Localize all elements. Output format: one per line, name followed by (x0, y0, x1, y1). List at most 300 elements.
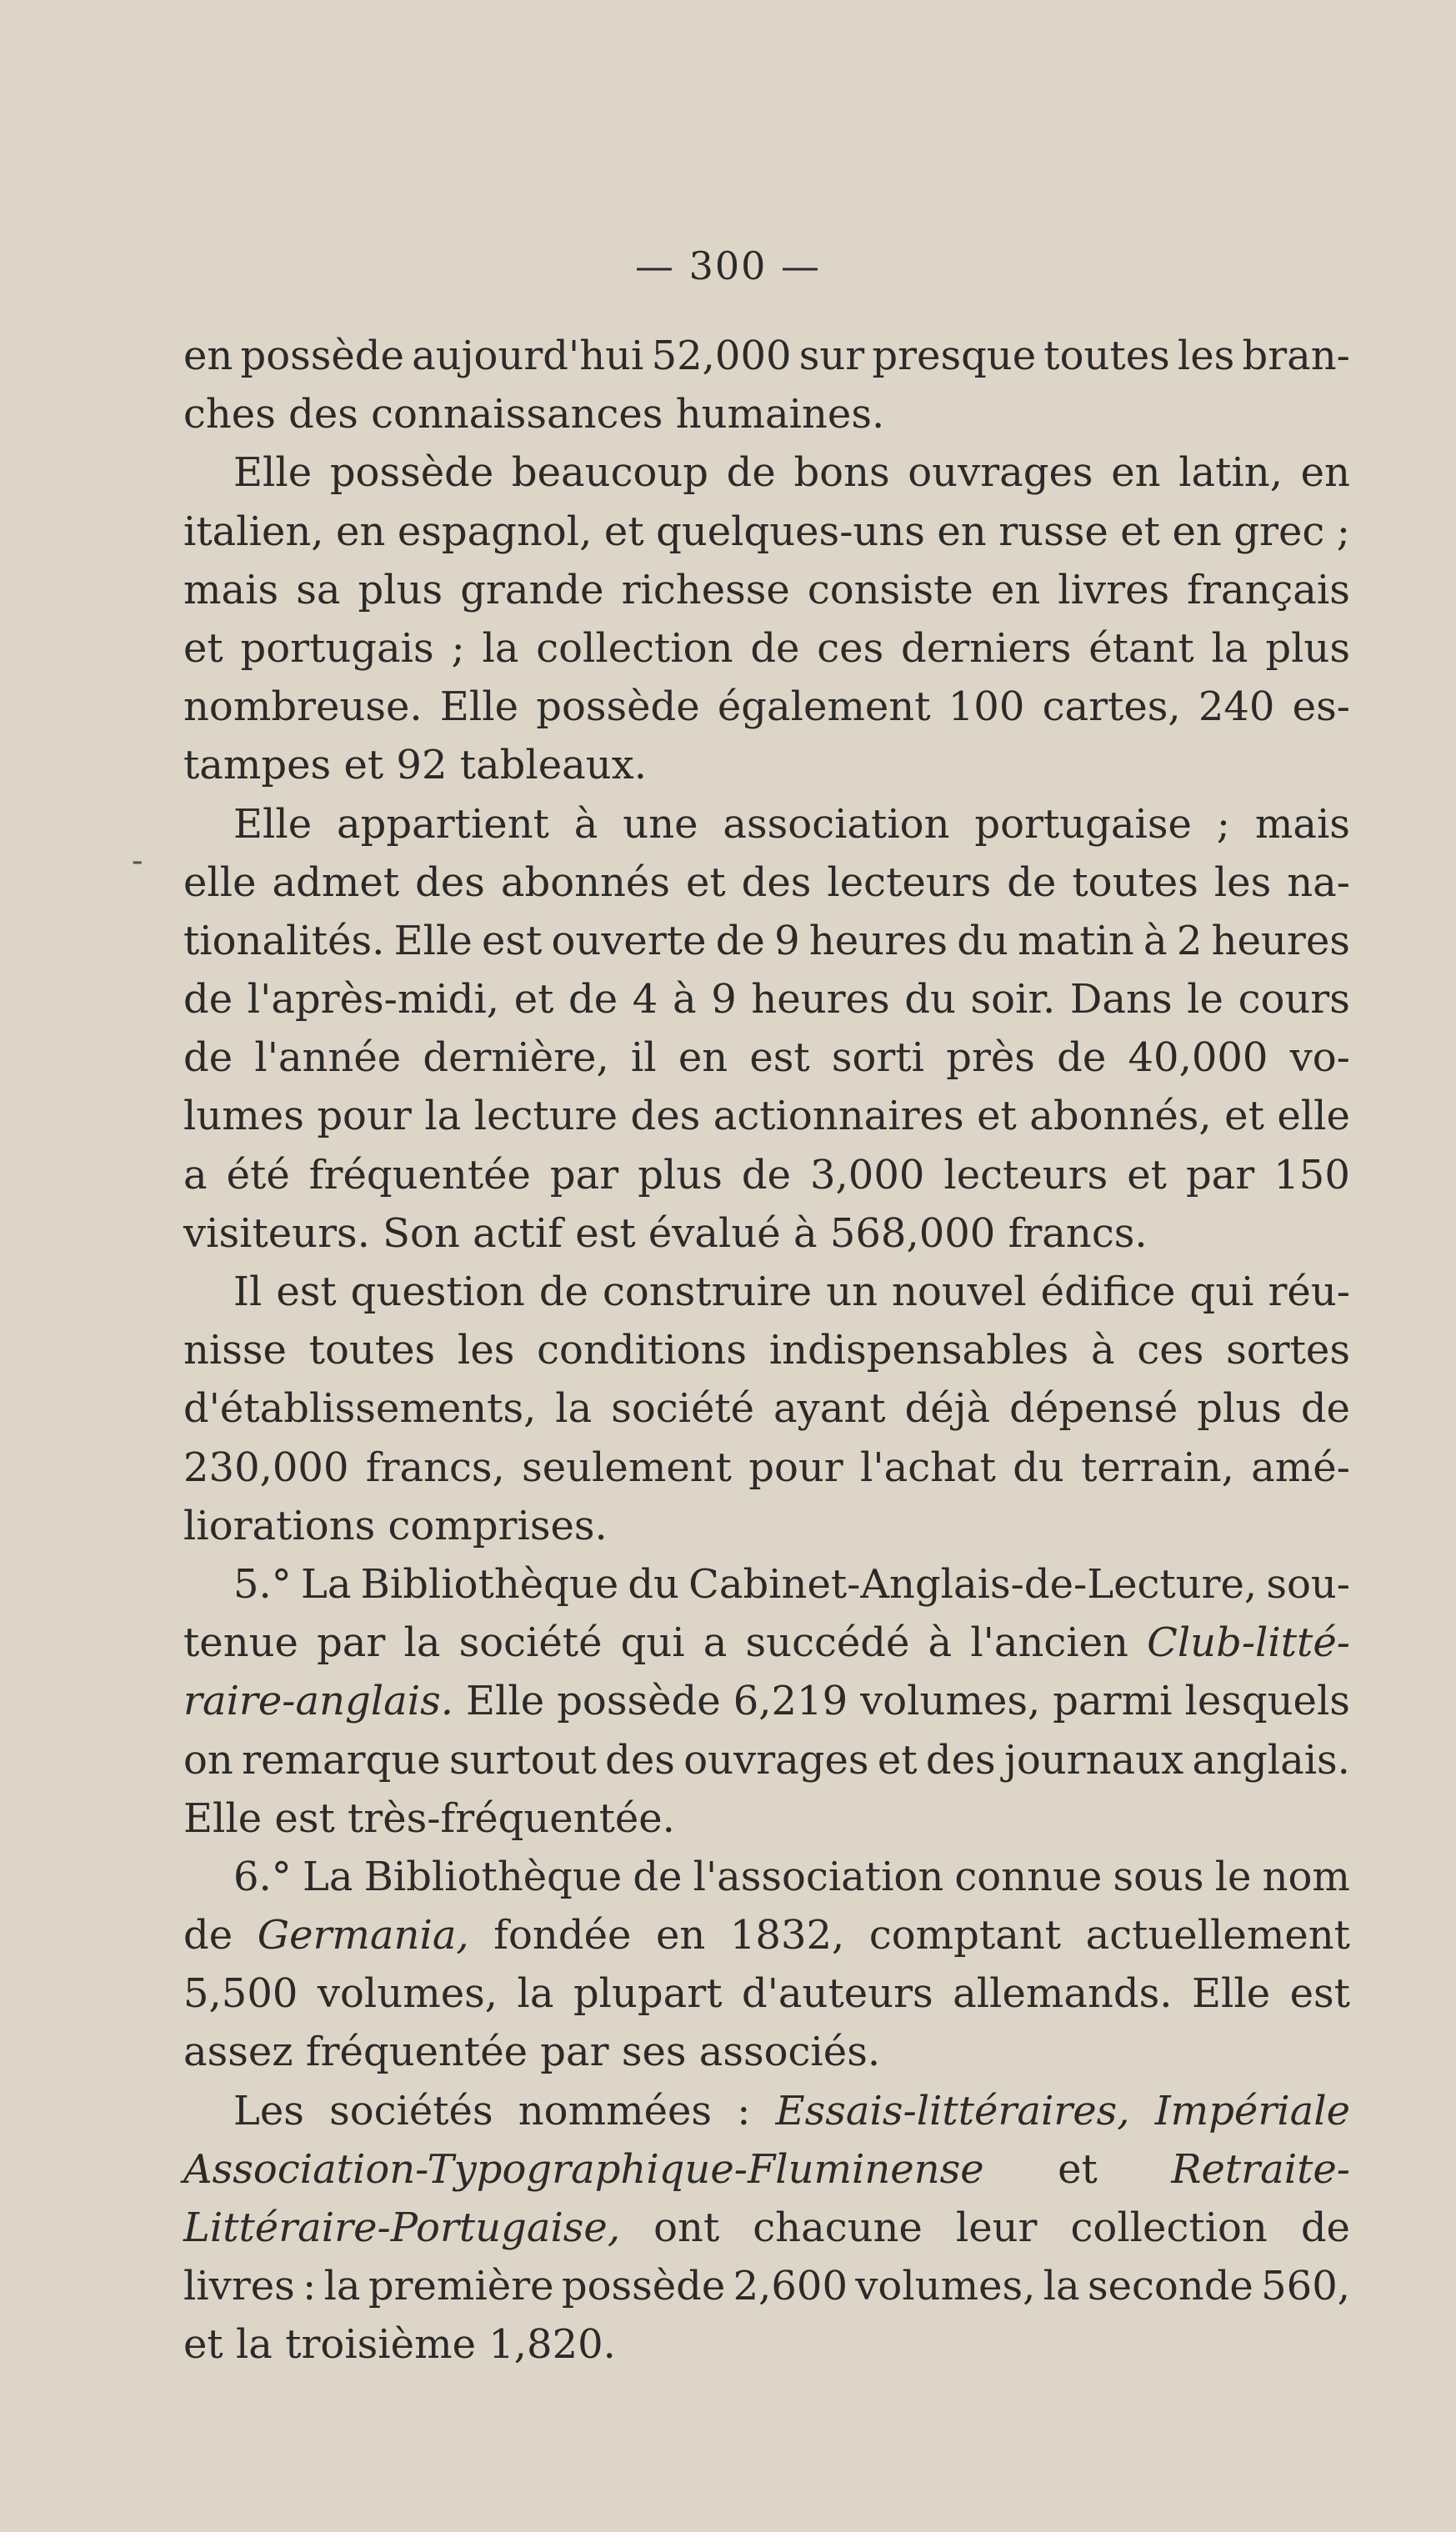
word: d'établissements, (183, 1385, 537, 1433)
word: 9 (774, 917, 800, 964)
word: actuellement (1085, 1912, 1350, 1959)
word: possède (557, 1678, 721, 1725)
word: 9 (711, 976, 737, 1023)
word: tionalités. (183, 917, 385, 964)
word: des (741, 858, 812, 906)
word: pour (317, 1093, 412, 1140)
word: de (183, 976, 233, 1023)
word: Elle (1192, 1970, 1271, 2018)
word: l'achat (860, 1444, 996, 1491)
word: en (990, 566, 1041, 613)
word: de (750, 624, 800, 672)
word: plus (638, 1151, 723, 1198)
word: abonnés (500, 858, 670, 906)
word: Bibliothèque (360, 1560, 619, 1608)
word: leur (955, 2204, 1038, 2251)
word: lecture (473, 1093, 618, 1140)
word: français (1187, 566, 1350, 613)
word: succédé (745, 1619, 910, 1667)
word: à (928, 1619, 953, 1667)
word: et (1120, 508, 1160, 555)
word: beaucoup (511, 449, 708, 497)
word: plus (358, 566, 443, 613)
word: heures (1211, 917, 1350, 964)
text-line (183, 1497, 1350, 1555)
word: et (183, 2321, 236, 2369)
word: et (977, 1093, 1017, 1140)
word: livres (1058, 566, 1170, 613)
word: nisse (183, 1327, 287, 1374)
word: collection (536, 624, 733, 672)
word: 2,600 (733, 2263, 848, 2310)
word: Impériale (1154, 2087, 1350, 2134)
word: de (633, 1853, 683, 1900)
word: comprises. (388, 1502, 608, 1549)
word: l'ancien (970, 1619, 1128, 1667)
word: de (1300, 1385, 1350, 1433)
word: bons (793, 449, 890, 497)
word: Retraite- (1171, 2145, 1350, 2193)
word: évalué (648, 1209, 793, 1257)
word: grec (1233, 508, 1325, 555)
word: 1,820. (488, 2321, 616, 2369)
text-line (183, 327, 1350, 385)
word: admet (272, 858, 400, 906)
word: possède (240, 333, 404, 379)
word: bran- (1242, 333, 1350, 379)
word: et (685, 858, 726, 906)
word: allemands. (953, 1970, 1173, 2018)
word: 568,000 (829, 1209, 1008, 1257)
word: près (946, 1034, 1035, 1082)
word: d'auteurs (742, 1970, 933, 2018)
text-line (183, 385, 1350, 443)
word: nom (1262, 1853, 1350, 1900)
page-number: — 300 — (634, 243, 822, 288)
word: liorations (183, 1502, 388, 1549)
word: du (904, 976, 956, 1023)
word: 4 (632, 976, 658, 1023)
word: des (925, 1736, 996, 1784)
word: la (424, 1093, 462, 1140)
word: Elle (466, 1678, 545, 1725)
word: en (1111, 449, 1161, 497)
word: lumes (183, 1093, 304, 1140)
word: l'après-midi, (247, 976, 500, 1023)
word: na- (1287, 858, 1350, 906)
word: ches (183, 391, 289, 438)
word: société (458, 1619, 603, 1667)
word: 92 (396, 742, 460, 789)
word: par (1185, 1151, 1255, 1198)
text-line (183, 2199, 1350, 2257)
word: et (343, 742, 397, 789)
word: ont (653, 2204, 720, 2251)
word: la (235, 2321, 286, 2369)
word: plupart (573, 1970, 723, 2018)
word: il (630, 1034, 657, 1082)
word: : (303, 2263, 317, 2310)
word: Cabinet-Anglais-de-Lecture, (688, 1560, 1258, 1608)
word: volumes, (317, 1970, 498, 2018)
word: en (336, 508, 386, 555)
word: 230,000 (183, 1444, 349, 1491)
word: de (568, 976, 618, 1023)
word: 5,500 (183, 1970, 298, 2018)
text-line (183, 678, 1350, 736)
word: déjà (904, 1385, 991, 1433)
word: espagnol, (397, 508, 593, 555)
text-line (183, 2315, 1350, 2374)
text-line (183, 1672, 1350, 1730)
word: très-fréquentée. (348, 1794, 675, 1842)
text-line (183, 2023, 1350, 2081)
word: sous (1113, 1853, 1204, 1900)
word: 100 (948, 683, 1025, 731)
word: 2 (1176, 917, 1203, 964)
word: les (1213, 858, 1272, 906)
word: humaines. (675, 391, 885, 438)
word: sociétés (329, 2087, 493, 2134)
word: qui (620, 1619, 685, 1667)
word: anglais. (1192, 1736, 1350, 1784)
word: 52,000 (651, 333, 792, 379)
word: actif (473, 1209, 576, 1257)
word: et (1127, 1151, 1167, 1198)
word: ces (817, 624, 884, 672)
text-line (183, 443, 1350, 502)
word: première (368, 2263, 554, 2310)
word: latin, (1178, 449, 1283, 497)
word: heures (751, 976, 890, 1023)
word: 6.° (233, 1853, 292, 1900)
text-line (183, 795, 1350, 853)
word: et (603, 508, 644, 555)
text-line (183, 1555, 1350, 1614)
word: dernière, (423, 1034, 609, 1082)
word: le (1214, 1853, 1252, 1900)
word: elle (1277, 1093, 1350, 1140)
word: 5.° (233, 1560, 292, 1608)
word: à (573, 800, 598, 848)
word: plus (1265, 624, 1350, 672)
word: abonnés, (1029, 1093, 1212, 1140)
word: toutes (1072, 858, 1198, 906)
word: toutes (1043, 333, 1170, 379)
word: des (288, 391, 372, 438)
word: de (538, 1269, 588, 1315)
word: mais (183, 566, 279, 613)
word: et (513, 976, 554, 1023)
word: tableaux. (459, 742, 647, 789)
word: en (655, 1912, 706, 1959)
word: francs. (1008, 1209, 1148, 1257)
word: volumes, (860, 1678, 1041, 1725)
word: consiste (807, 566, 973, 613)
word: ces (1137, 1327, 1204, 1374)
word: Elle (233, 449, 313, 497)
word: par (549, 1151, 619, 1198)
word: 40,000 (1128, 1034, 1268, 1082)
text-line (183, 736, 1350, 794)
word: portugais (240, 624, 434, 672)
word: Germania, (257, 1912, 469, 1959)
word: qui (1189, 1269, 1254, 1315)
word: nouvel (892, 1269, 1027, 1315)
word: est (274, 1794, 348, 1842)
word: 6,219 (733, 1678, 848, 1725)
text-line (183, 2140, 1350, 2199)
word: lecteurs (827, 858, 992, 906)
word: Son (383, 1209, 473, 1257)
word: visiteurs. (183, 1209, 383, 1257)
word: ouvrages (908, 449, 1093, 497)
word: est (481, 917, 543, 964)
text-line (183, 1146, 1350, 1204)
word: et (1058, 2145, 1098, 2193)
word: est (1289, 1970, 1350, 2018)
word: l'association (693, 1853, 944, 1900)
word: la (555, 1385, 593, 1433)
word: de (1057, 1034, 1107, 1082)
word: possède (329, 449, 494, 497)
word: est (749, 1034, 810, 1082)
word: étant (1088, 624, 1194, 672)
word: en (1300, 449, 1350, 497)
word: remarque (242, 1736, 441, 1784)
word: dépensé (1009, 1385, 1178, 1433)
word: lesquels (1184, 1678, 1350, 1725)
text-line (183, 1263, 1350, 1321)
word: on (183, 1736, 233, 1784)
body-text (183, 327, 1350, 2374)
word: sorti (831, 1034, 925, 1082)
word: les (457, 1327, 515, 1374)
word: vo- (1289, 1034, 1350, 1082)
word: elle (183, 858, 257, 906)
word: ayant (773, 1385, 886, 1433)
word: ouvrages (683, 1736, 869, 1784)
word: toutes (308, 1327, 436, 1374)
word: fréquentée (305, 2029, 541, 2076)
word: construire (602, 1269, 813, 1315)
word: Dans (1069, 976, 1173, 1023)
word: raire-anglais. (183, 1678, 453, 1725)
word: Club-litté- (1147, 1619, 1350, 1667)
word: de (715, 917, 765, 964)
word: conditions (537, 1327, 748, 1374)
word: Bibliothèque (363, 1853, 623, 1900)
word: de (726, 449, 776, 497)
word: terrain, (1081, 1444, 1234, 1491)
word: indispensables (768, 1327, 1069, 1374)
text-line (183, 912, 1350, 970)
word: russe (998, 508, 1108, 555)
word: est (575, 1209, 648, 1257)
word: par (540, 2029, 622, 2076)
word: sa (296, 566, 341, 613)
word: actionnaires (713, 1093, 964, 1140)
word: Elle (183, 1794, 275, 1842)
word: le (1187, 976, 1223, 1023)
word: 240 (1198, 683, 1275, 731)
word: des (630, 1093, 701, 1140)
text-line (183, 1321, 1350, 1379)
word: mais (1254, 800, 1350, 848)
word: également (717, 683, 931, 731)
word: : (737, 2087, 751, 2134)
word: 150 (1273, 1151, 1350, 1198)
word: Elle (393, 917, 473, 964)
word: de (741, 1151, 791, 1198)
word: sur (798, 333, 865, 379)
text-line (183, 1614, 1350, 1672)
word: es- (1292, 683, 1350, 731)
word: en (183, 333, 233, 379)
word: nombreuse. (183, 683, 423, 731)
word: ; (1336, 508, 1350, 555)
text-line (183, 1204, 1350, 1263)
word: du (628, 1560, 679, 1608)
word: appartient (337, 800, 549, 848)
word: possède (561, 2263, 726, 2310)
word: de (183, 1034, 233, 1082)
word: surtout (448, 1736, 597, 1784)
word: et (877, 1736, 918, 1784)
text-line (183, 1731, 1350, 1789)
word: Littéraire-Portugaise, (183, 2204, 621, 2251)
word: la (1043, 2263, 1080, 2310)
word: cartes, (1042, 683, 1181, 731)
text-line (183, 970, 1350, 1028)
word: la (1211, 624, 1248, 672)
word: la (482, 624, 519, 672)
word: du (1013, 1444, 1064, 1491)
word: l'année (254, 1034, 402, 1082)
word: Les (233, 2087, 304, 2134)
word: tenue (183, 1619, 298, 1667)
text-line (183, 619, 1350, 678)
word: les (1177, 333, 1235, 379)
word: été (226, 1151, 290, 1198)
word: richesse (621, 566, 790, 613)
word: et (183, 624, 223, 672)
word: tampes (183, 742, 344, 789)
word: La (302, 1853, 353, 1900)
word: journaux (1003, 1736, 1184, 1784)
word: connue (954, 1853, 1103, 1900)
word: 3,000 (809, 1151, 925, 1198)
word: possède (536, 683, 700, 731)
word: question (350, 1269, 525, 1315)
text-line (183, 2257, 1350, 2315)
text-line (183, 503, 1350, 561)
word: ses (621, 2029, 699, 2076)
word: une (623, 800, 698, 848)
word: chacune (753, 2204, 923, 2251)
text-line (183, 1848, 1350, 1906)
word: la (517, 1970, 554, 2018)
word: parmi (1053, 1678, 1173, 1725)
word: troisième (285, 2321, 489, 2369)
word: a (703, 1619, 728, 1667)
text-line (183, 2082, 1350, 2140)
word: association (723, 800, 950, 848)
margin-mark: - (132, 842, 143, 880)
word: La (300, 1560, 352, 1608)
word: en (937, 508, 987, 555)
word: à (793, 1209, 830, 1257)
word: Il (233, 1269, 263, 1315)
word: comptant (868, 1912, 1062, 1959)
word: a (183, 1151, 208, 1198)
text-line (183, 853, 1350, 912)
word: portugaise (974, 800, 1192, 848)
word: pour (748, 1444, 843, 1491)
word: Elle (439, 683, 518, 731)
word: sou- (1266, 1560, 1350, 1608)
word: 1832, (729, 1912, 845, 1959)
word: la (403, 1619, 441, 1667)
word: à (1091, 1327, 1115, 1374)
text-line (183, 1028, 1350, 1087)
word: du (957, 917, 1008, 964)
word: livres (183, 2263, 295, 2310)
word: des (605, 1736, 675, 1784)
word: seconde (1087, 2263, 1253, 2310)
word: est (276, 1269, 337, 1315)
word: en (678, 1034, 728, 1082)
word: plus (1197, 1385, 1282, 1433)
word: sortes (1226, 1327, 1350, 1374)
word: société (611, 1385, 755, 1433)
word: connaissances (371, 391, 676, 438)
word: volumes, (855, 2263, 1036, 2310)
word: cours (1238, 976, 1350, 1023)
text-line (183, 1906, 1350, 1964)
text-line (183, 1087, 1350, 1145)
word: associés. (698, 2029, 881, 2076)
word: assez (183, 2029, 306, 2076)
word: et (1224, 1093, 1264, 1140)
word: francs, (365, 1444, 505, 1491)
word: par (317, 1619, 386, 1667)
word: de (1007, 858, 1057, 906)
text-line (183, 1964, 1350, 2023)
word: édifice (1040, 1269, 1176, 1315)
word: seulement (522, 1444, 732, 1491)
word: en (1172, 508, 1222, 555)
word: nommées (518, 2087, 713, 2134)
text-line (183, 561, 1350, 619)
text-line (183, 1789, 1350, 1848)
word: ouverte (551, 917, 707, 964)
word: des (415, 858, 485, 906)
word: fondée (493, 1912, 632, 1959)
word: italien, (183, 508, 324, 555)
word: Essais-littéraires, (775, 2087, 1130, 2134)
word: de (1300, 2204, 1350, 2251)
word: à (672, 976, 697, 1023)
word: de (183, 1912, 233, 1959)
word: matin (1018, 917, 1134, 964)
word: amé- (1251, 1444, 1350, 1491)
word: la (323, 2263, 361, 2310)
word: quelques-uns (656, 508, 925, 555)
text-line (183, 1439, 1350, 1497)
word: presque (872, 333, 1037, 379)
word: soir. (970, 976, 1056, 1023)
